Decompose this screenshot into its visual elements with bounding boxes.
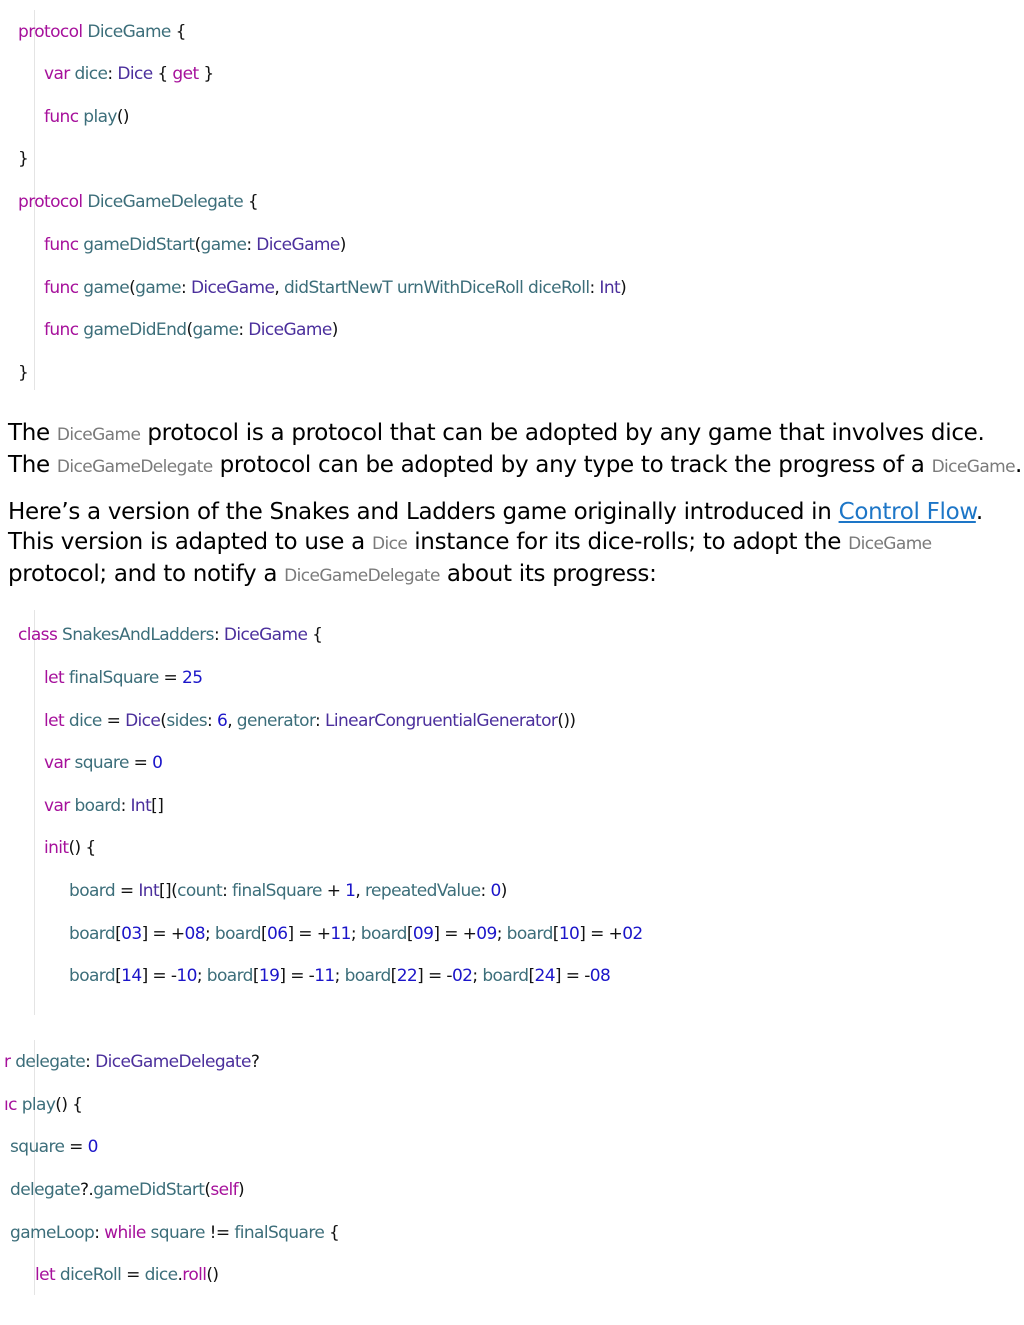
identifier-token: count xyxy=(177,881,223,901)
code-line xyxy=(4,1050,259,1074)
paragraph-line xyxy=(8,559,1018,591)
punctuation-token: [ xyxy=(260,924,268,944)
type-token: DiceGame xyxy=(190,278,275,298)
number-token: 10 xyxy=(176,966,197,986)
punctuation-token: [ xyxy=(406,924,413,944)
identifier-token: board xyxy=(69,881,116,901)
number-token: 09 xyxy=(412,924,434,944)
text: protocol; and to notify a xyxy=(8,561,285,587)
punctuation-token: : xyxy=(315,711,325,731)
identifier-token: game xyxy=(135,278,181,298)
keyword-token: protocol xyxy=(18,192,83,212)
punctuation-token: { xyxy=(307,625,323,645)
punctuation-token: ; xyxy=(350,924,361,944)
identifier-token: gameLoop xyxy=(10,1223,95,1243)
number-token: 0 xyxy=(152,753,163,773)
keyword-token: func xyxy=(44,235,79,255)
punctuation-token: ; xyxy=(204,924,215,944)
type-token: Int xyxy=(599,278,621,298)
identifier-token: finalSquare xyxy=(234,1223,325,1243)
identifier-token: diceRoll xyxy=(59,1265,122,1285)
code-block-rule xyxy=(34,610,35,1015)
punctuation-token: : xyxy=(222,881,233,901)
code-line xyxy=(18,623,322,647)
punctuation-token: : xyxy=(238,320,249,340)
paragraph-line xyxy=(8,418,1018,450)
punctuation-token: , xyxy=(355,881,365,901)
identifier-token: generator xyxy=(236,711,316,731)
punctuation-token: ; xyxy=(334,966,345,986)
identifier-token: repeatedValue xyxy=(365,881,481,901)
number-token: 1 xyxy=(345,881,356,901)
identifier-token: didStartNewT urnWithDiceRoll diceRoll xyxy=(283,278,590,298)
punctuation-token: ) xyxy=(620,278,627,298)
number-token: 08 xyxy=(589,966,611,986)
identifier-token: play xyxy=(21,1095,56,1115)
identifier-token: delegate xyxy=(15,1052,86,1072)
type-token: DiceGame xyxy=(223,625,308,645)
identifier-token: board xyxy=(69,924,116,944)
code-line xyxy=(44,709,575,733)
keyword-token: let xyxy=(44,668,65,688)
number-token: 24 xyxy=(534,966,555,986)
inline-code: Dice xyxy=(371,534,408,554)
number-token: 6 xyxy=(216,711,228,731)
punctuation-token: , xyxy=(227,711,237,731)
identifier-token: board xyxy=(360,924,407,944)
punctuation-token: { xyxy=(152,64,173,84)
punctuation-token: : xyxy=(85,1052,96,1072)
code-line xyxy=(44,233,346,257)
punctuation-token: : xyxy=(207,711,217,731)
punctuation-token: ?. xyxy=(79,1180,94,1200)
keyword-token: var xyxy=(44,796,70,816)
inline-code: DiceGame xyxy=(848,534,932,554)
number-token: 06 xyxy=(267,924,288,944)
code-line xyxy=(69,922,643,946)
punctuation-token: ( xyxy=(160,711,167,731)
punctuation-token: ()) xyxy=(557,711,576,731)
keyword-token: class xyxy=(18,625,58,645)
number-token: 08 xyxy=(184,924,205,944)
punctuation-token: = xyxy=(64,1137,88,1157)
keyword-token: func xyxy=(44,278,79,298)
punctuation-token: ; xyxy=(496,924,507,944)
keyword-token: ıc xyxy=(4,1095,17,1115)
code-line xyxy=(44,318,338,342)
text: The xyxy=(8,420,57,446)
identifier-token: game xyxy=(83,278,130,298)
code-line xyxy=(4,1093,82,1117)
identifier-token: board xyxy=(74,796,121,816)
type-token: DiceGame xyxy=(256,235,340,255)
identifier-token: square xyxy=(10,1137,65,1157)
punctuation-token: ; xyxy=(472,966,483,986)
text: Here’s a version of the Snakes and Ladders game originally introduced in xyxy=(8,499,839,525)
code-line xyxy=(44,836,96,860)
punctuation-token: () xyxy=(206,1265,219,1285)
identifier-token: sides xyxy=(166,711,208,731)
punctuation-token: , xyxy=(274,278,284,298)
identifier-token: square xyxy=(150,1223,205,1243)
identifier-token: finalSquare xyxy=(68,668,159,688)
number-token: 10 xyxy=(558,924,580,944)
code-line xyxy=(44,751,162,775)
punctuation-token: ] = - xyxy=(554,966,590,986)
punctuation-token: [ xyxy=(115,966,122,986)
punctuation-token: () { xyxy=(55,1095,83,1115)
punctuation-token: = xyxy=(115,881,139,901)
text: . xyxy=(1015,452,1023,478)
number-token: 22 xyxy=(396,966,418,986)
punctuation-token: ) xyxy=(500,881,507,901)
keyword-token: var xyxy=(44,753,70,773)
punctuation-token: ] = + xyxy=(287,924,331,944)
identifier-token: board xyxy=(69,966,116,986)
punctuation-token: ( xyxy=(129,278,136,298)
code-line xyxy=(69,879,507,903)
number-token: 25 xyxy=(182,668,203,688)
punctuation-token: { xyxy=(243,192,259,212)
number-token: 0 xyxy=(87,1137,98,1157)
punctuation-token: []( xyxy=(159,881,178,901)
punctuation-token: () { xyxy=(68,838,96,858)
code-line xyxy=(69,964,610,988)
code-line xyxy=(18,147,28,171)
type-token: Int xyxy=(138,881,160,901)
keyword-token: roll xyxy=(182,1265,207,1285)
punctuation-token: = xyxy=(121,1265,145,1285)
type-token: Int xyxy=(130,796,152,816)
identifier-token: board xyxy=(506,924,553,944)
paragraph-snakes-and-ladders xyxy=(8,497,1018,591)
number-token: 19 xyxy=(258,966,280,986)
code-line xyxy=(18,361,28,385)
text: protocol can be adopted by any type to track the progress of a xyxy=(212,452,932,478)
punctuation-token: : xyxy=(94,1223,105,1243)
punctuation-token: { xyxy=(170,22,186,42)
keyword-token: self xyxy=(210,1180,239,1200)
punctuation-token: () xyxy=(116,107,129,127)
keyword-token: init xyxy=(44,838,69,858)
punctuation-token: [ xyxy=(552,924,559,944)
punctuation-token: ) xyxy=(238,1180,245,1200)
type-token: Dice xyxy=(117,64,153,84)
text: about its progress: xyxy=(439,561,657,587)
identifier-token: dice xyxy=(68,711,102,731)
identifier-token: delegate xyxy=(10,1180,80,1200)
punctuation-token: [ xyxy=(528,966,535,986)
punctuation-token: [ xyxy=(115,924,122,944)
keyword-token: var xyxy=(44,64,70,84)
type-token: DiceGame xyxy=(248,320,332,340)
punctuation-token: : xyxy=(480,881,491,901)
code-block-snakes-and-ladders xyxy=(0,600,1024,1325)
paragraph-dicegame-intro xyxy=(8,418,1023,482)
inline-code: DiceGameDelegate xyxy=(56,457,213,477)
identifier-token: gameDidStart xyxy=(93,1180,205,1200)
control-flow-link[interactable]: Control Flow xyxy=(838,499,976,525)
code-line xyxy=(44,276,626,300)
identifier-token: board xyxy=(344,966,391,986)
keyword-token: let xyxy=(44,711,65,731)
identifier-token: board xyxy=(206,966,253,986)
punctuation-token: + xyxy=(321,881,346,901)
code-line xyxy=(44,105,129,129)
code-line xyxy=(35,1263,218,1287)
identifier-token: game xyxy=(192,320,239,340)
punctuation-token: : xyxy=(589,278,600,298)
type-token: DiceGameDelegate xyxy=(95,1052,251,1072)
identifier-token: play xyxy=(83,107,117,127)
inline-code: DiceGame xyxy=(931,457,1015,477)
punctuation-token: = xyxy=(158,668,183,688)
identifier-token: DiceGameDelegate xyxy=(87,192,244,212)
code-line xyxy=(10,1178,244,1202)
punctuation-token: { xyxy=(324,1223,340,1243)
code-block-protocols xyxy=(0,0,1024,395)
paragraph-line xyxy=(8,497,1018,527)
paragraph-line xyxy=(8,450,1023,482)
keyword-token: func xyxy=(44,320,79,340)
punctuation-token: ] = - xyxy=(279,966,315,986)
punctuation-token: != xyxy=(204,1223,235,1243)
identifier-token: board xyxy=(214,924,261,944)
punctuation-token: ) xyxy=(331,320,338,340)
type-token: Dice xyxy=(125,711,161,731)
number-token: 0 xyxy=(490,881,501,901)
punctuation-token: ] = + xyxy=(141,924,185,944)
punctuation-token: ] = + xyxy=(433,924,477,944)
punctuation-token: ] = - xyxy=(141,966,177,986)
code-line xyxy=(44,666,202,690)
code-line xyxy=(44,62,214,86)
inline-code: DiceGameDelegate xyxy=(284,566,440,586)
identifier-token: finalSquare xyxy=(232,881,322,901)
keyword-token: while xyxy=(104,1223,146,1243)
identifier-token: SnakesAndLadders xyxy=(62,625,214,645)
punctuation-token: ] = + xyxy=(579,924,623,944)
number-token: 09 xyxy=(476,924,497,944)
punctuation-token: ( xyxy=(194,235,201,255)
paragraph-line xyxy=(8,527,1018,559)
punctuation-token: : xyxy=(246,235,257,255)
punctuation-token: [ xyxy=(252,966,259,986)
code-line xyxy=(10,1221,339,1245)
punctuation-token: ? xyxy=(250,1052,260,1072)
code-line xyxy=(10,1135,98,1159)
identifier-token: dice xyxy=(74,64,108,84)
keyword-token: r xyxy=(4,1052,11,1072)
punctuation-token: ] = - xyxy=(417,966,452,986)
identifier-token: dice xyxy=(144,1265,178,1285)
punctuation-token: ( xyxy=(204,1180,211,1200)
number-token: 11 xyxy=(330,924,351,944)
code-line xyxy=(44,794,163,818)
identifier-token: board xyxy=(482,966,529,986)
code-line xyxy=(18,20,186,44)
keyword-token: protocol xyxy=(18,22,83,42)
text: . xyxy=(975,499,983,525)
text: instance for its dice-rolls; to adopt the xyxy=(407,529,849,555)
punctuation-token: ; xyxy=(196,966,207,986)
identifier-token: DiceGame xyxy=(87,22,171,42)
punctuation-token: : xyxy=(181,278,191,298)
text: protocol is a protocol that can be adopted by any game that involves dice. xyxy=(140,420,985,446)
number-token: 14 xyxy=(121,966,142,986)
text: This version is adapted to use a xyxy=(8,529,372,555)
number-token: 02 xyxy=(622,924,643,944)
inline-code: DiceGame xyxy=(56,425,141,445)
punctuation-token: . xyxy=(177,1265,183,1285)
identifier-token: gameDidStart xyxy=(83,235,195,255)
text: The xyxy=(8,452,57,478)
code-line xyxy=(18,190,258,214)
keyword-token: get xyxy=(172,64,199,84)
punctuation-token: : xyxy=(107,64,118,84)
punctuation-token: = xyxy=(101,711,126,731)
punctuation-token: } xyxy=(18,149,29,169)
punctuation-token: } xyxy=(198,64,214,84)
code-block-rule xyxy=(34,1040,35,1295)
punctuation-token: : xyxy=(120,796,131,816)
punctuation-token: [ xyxy=(390,966,397,986)
keyword-token: let xyxy=(35,1265,56,1285)
type-token: LinearCongruentialGenerator xyxy=(324,711,558,731)
number-token: 02 xyxy=(451,966,473,986)
punctuation-token: ( xyxy=(186,320,193,340)
number-token: 11 xyxy=(314,966,335,986)
punctuation-token: ) xyxy=(339,235,346,255)
punctuation-token: } xyxy=(18,363,29,383)
identifier-token: square xyxy=(74,753,129,773)
punctuation-token: [] xyxy=(151,796,164,816)
punctuation-token: : xyxy=(213,625,224,645)
identifier-token: gameDidEnd xyxy=(83,320,187,340)
keyword-token: func xyxy=(44,107,79,127)
number-token: 03 xyxy=(121,924,142,944)
punctuation-token: = xyxy=(128,753,153,773)
identifier-token: game xyxy=(200,235,247,255)
